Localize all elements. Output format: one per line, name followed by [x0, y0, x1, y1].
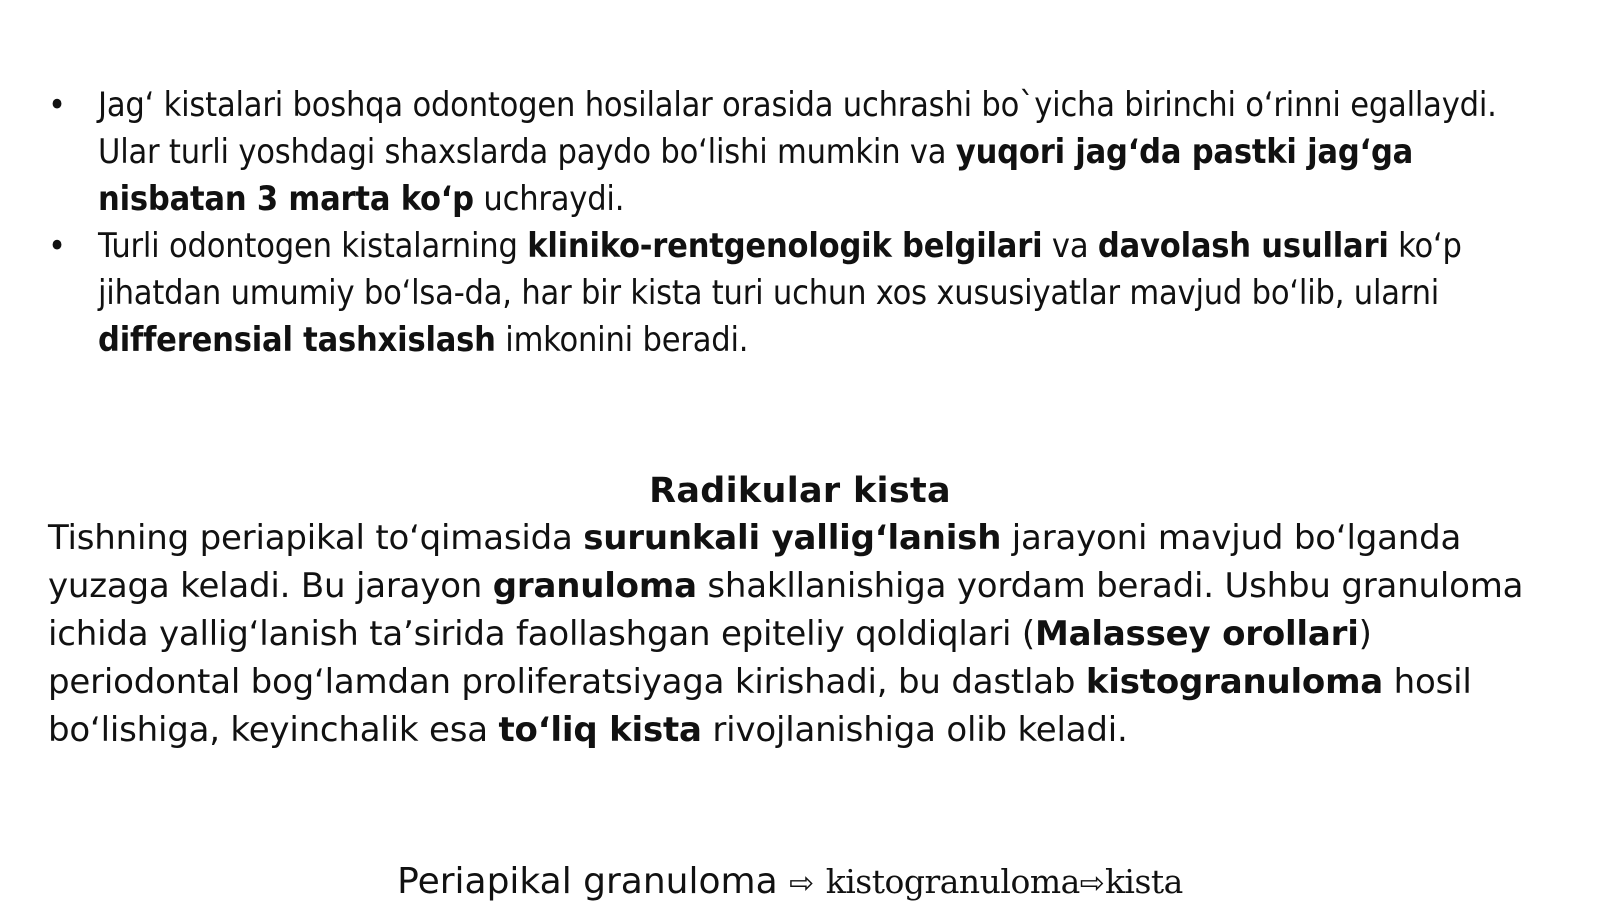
bullet-text-2c: va — [1042, 226, 1098, 266]
bullet-dot: • — [48, 85, 66, 125]
flow-step-granuloma: Periapikal granuloma — [397, 861, 778, 902]
para-bold: Malassey orollari — [1034, 614, 1359, 654]
para-bold: kistogranuloma — [1085, 662, 1384, 702]
bullet-text-1c: uchraydi. — [473, 179, 625, 219]
flow-step-kista: kista — [1104, 862, 1183, 901]
bullet-dot: • — [48, 226, 66, 266]
para-bold: to‘liq kista — [498, 710, 702, 750]
flow-step-kistogranuloma: kistogranuloma — [825, 862, 1080, 901]
bullet-item — [48, 223, 1558, 364]
bullet-text-1b: yuqori jag‘da pastki jag‘ga nisbatan 3 marta ko‘p — [98, 132, 1414, 219]
para-bold: surunkali yallig‘lanish — [583, 518, 1002, 558]
bullet-text-2d: davolash usullari — [1097, 226, 1389, 266]
bullet-text-2f: differensial tashxislash — [98, 320, 496, 360]
progression-line — [0, 858, 1590, 908]
bullet-item — [48, 82, 1558, 223]
para-bold: granuloma — [492, 566, 697, 606]
bullet-text-1a: Jag‘ kistalari boshqa odontogen hosilalar orasida uchrashi bo`yicha birinchi o‘rinni egallaydi. Ular turli yoshdagi shaxslarda paydo bo‘lishi mumkin va — [98, 85, 1497, 172]
para-text: Tishning periapikal to‘qimasida — [48, 518, 584, 558]
bullet-text-2e: ko‘p jihatdan umumiy bo‘lsa-da, har bir kista turi uchun xos xususiyatlar mavjud bo‘lib, ularni — [98, 226, 1462, 313]
para-text: hosil bo‘lishiga, keyinchalik esa — [48, 662, 1472, 750]
para-text: ) periodontal bog‘lamdan proliferatsiyaga kirishadi, bu dastlab — [48, 614, 1372, 702]
right-arrow-icon: ⇨ — [1079, 866, 1105, 901]
section-heading: Radikular kista — [649, 471, 951, 511]
para-text: jarayoni mavjud bo‘lganda yuzaga keladi. Bu jarayon — [48, 518, 1462, 606]
para-text: shakllanishiga yordam beradi. Ushbu granuloma ichida yallig‘lanish ta’sirida faollashgan epiteliy qoldiqlari ( — [48, 566, 1524, 654]
bullet-text-2a: Turli odontogen kistalarning — [98, 226, 528, 266]
bullet-list — [48, 82, 1558, 364]
right-arrow-icon: ⇨ — [789, 866, 815, 901]
bullet-text-2b: kliniko-rentgenologik belgilari — [527, 226, 1043, 266]
bullet-text-2g: imkonini beradi. — [495, 320, 749, 360]
para-text: rivojlanishiga olib keladi. — [701, 710, 1128, 750]
body-paragraph — [48, 514, 1558, 754]
